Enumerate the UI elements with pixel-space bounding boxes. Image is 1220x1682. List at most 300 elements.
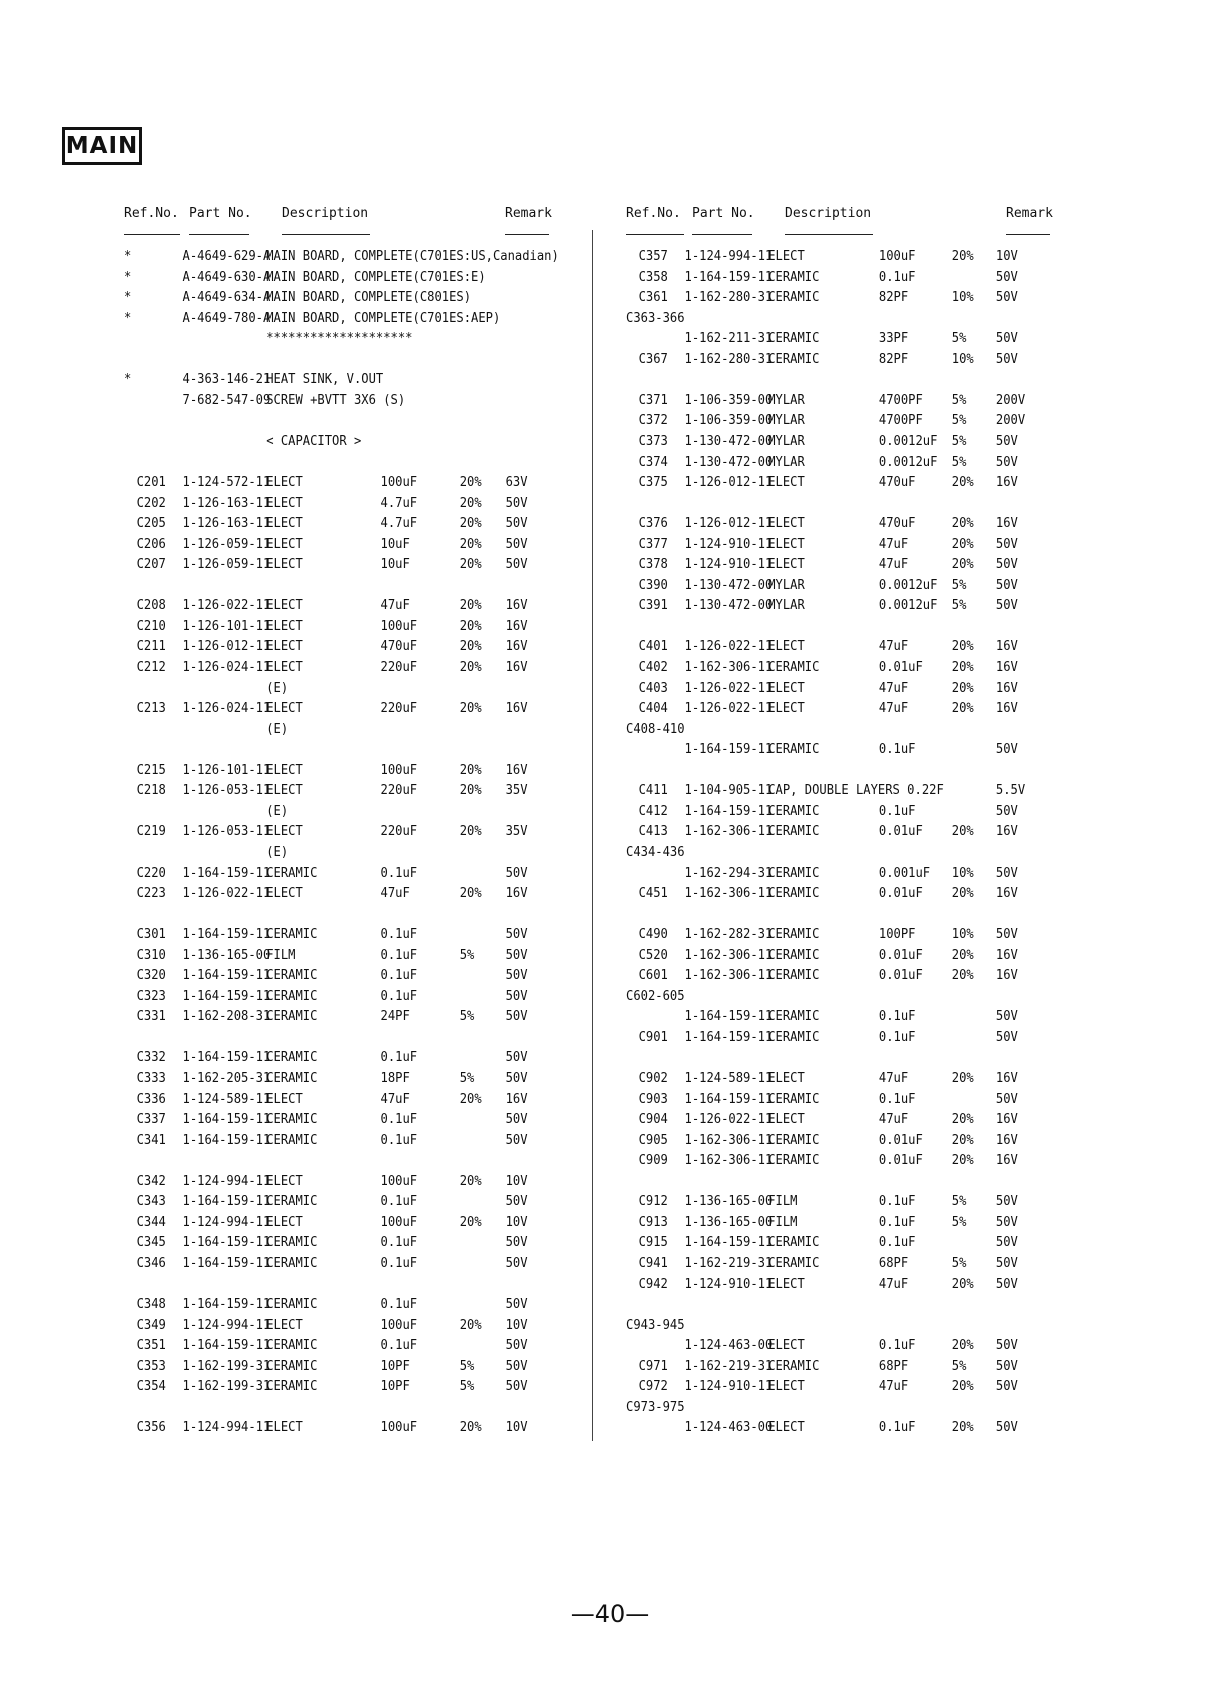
- part-val: 100uF: [380, 1172, 418, 1189]
- part-desc: CERAMIC: [266, 1378, 318, 1395]
- part-ref: C402: [638, 659, 668, 675]
- part-val: 0.1uF: [380, 1049, 418, 1066]
- part-ref: C310: [136, 946, 166, 963]
- part-part: 1-130-472-00: [684, 576, 773, 593]
- part-volt: 50V: [505, 535, 528, 552]
- part-desc: CERAMIC: [768, 741, 820, 758]
- part-val: 0.1uF: [878, 268, 916, 285]
- part-row: [124, 1091, 574, 1111]
- part-desc: CERAMIC: [768, 268, 820, 285]
- part-tol: 20%: [459, 474, 482, 491]
- part-row: [626, 926, 1076, 946]
- part-volt: 50V: [505, 1070, 528, 1086]
- part-ref: C451: [638, 885, 668, 902]
- part-volt: 50V: [995, 453, 1018, 470]
- part-tol: 20%: [951, 700, 974, 717]
- part-row: [124, 1419, 574, 1439]
- part-ref: C367: [638, 350, 668, 367]
- part-val: 47uF: [878, 638, 909, 655]
- part-part: 1-126-022-11: [684, 1111, 773, 1128]
- part-tol: 20%: [459, 638, 482, 655]
- part-volt: 16V: [505, 597, 528, 614]
- part-ref: C333: [136, 1070, 166, 1086]
- part-row: [626, 988, 1076, 1008]
- part-row: [626, 412, 1076, 432]
- part-tol: 5%: [951, 576, 967, 593]
- part-part: 1-124-910-11: [684, 1275, 773, 1292]
- section-badge: MAIN: [62, 127, 142, 165]
- part-desc: HEAT SINK, V.OUT: [266, 371, 384, 388]
- part-tol: 5%: [951, 597, 967, 614]
- part-ref: C390: [638, 576, 668, 593]
- part-ref: C212: [136, 659, 166, 675]
- part-tol: 5%: [951, 330, 967, 347]
- part-part: 1-126-059-11: [182, 535, 271, 552]
- part-volt: 50V: [505, 1234, 528, 1251]
- part-volt: 50V: [995, 1254, 1018, 1271]
- part-part: 1-126-163-11: [182, 494, 271, 511]
- part-val: 0.1uF: [878, 1028, 916, 1045]
- part-row: [626, 659, 1076, 679]
- part-tol: 20%: [459, 659, 482, 675]
- part-volt: 50V: [995, 535, 1018, 552]
- part-tol: 20%: [951, 474, 974, 491]
- part-volt: 50V: [995, 1357, 1018, 1374]
- part-ref: C434-436: [626, 843, 685, 860]
- part-volt: 50V: [505, 1049, 528, 1066]
- part-row: [626, 1234, 1076, 1254]
- part-row: [626, 1337, 1076, 1357]
- part-row: [626, 1070, 1076, 1090]
- part-desc: SCREW +BVTT 3X6 (S): [266, 391, 406, 408]
- part-part: 1-162-280-31: [684, 350, 773, 367]
- part-tol: 5%: [951, 412, 967, 429]
- part-volt: 50V: [505, 515, 528, 532]
- part-val: 33PF: [878, 330, 909, 347]
- part-row: [124, 947, 574, 967]
- part-ref: C336: [136, 1090, 166, 1107]
- part-val: 0.01uF: [878, 967, 923, 984]
- part-volt: 50V: [995, 1275, 1018, 1292]
- part-desc: MYLAR: [768, 412, 805, 429]
- part-desc: CERAMIC: [266, 1131, 318, 1148]
- left-header-underline: [505, 234, 549, 235]
- part-volt: 50V: [995, 1028, 1018, 1045]
- part-ref: C201: [136, 474, 166, 491]
- part-desc: CERAMIC: [266, 1357, 318, 1374]
- part-part: 1-162-208-31: [182, 1008, 271, 1025]
- part-row: [124, 885, 574, 905]
- part-row: [626, 454, 1076, 474]
- part-part: 1-104-905-11: [684, 782, 773, 799]
- part-desc: ELECT: [768, 700, 805, 717]
- right-header-remark: Remark: [1006, 206, 1053, 221]
- part-tol: 20%: [951, 885, 974, 902]
- part-tol: 20%: [459, 885, 482, 902]
- part-row: [124, 680, 574, 700]
- part-ref: C207: [136, 556, 166, 573]
- part-row: [626, 1152, 1076, 1172]
- part-ref: C206: [136, 535, 166, 552]
- part-val: 0.1uF: [878, 1193, 916, 1210]
- part-tol: 20%: [459, 535, 482, 552]
- part-tol: 5%: [951, 1254, 967, 1271]
- part-ref: C211: [136, 638, 166, 655]
- part-part: 1-162-199-31: [182, 1357, 271, 1374]
- part-val: 100uF: [380, 474, 418, 491]
- part-part: 1-164-159-11: [182, 1254, 271, 1271]
- part-row: [626, 638, 1076, 658]
- part-row: [124, 803, 574, 823]
- part-volt: 50V: [995, 289, 1018, 306]
- part-val: 47uF: [380, 885, 410, 902]
- part-desc: CAP, DOUBLE LAYERS 0.22F: [768, 782, 944, 799]
- part-val: 47uF: [380, 1090, 410, 1107]
- part-val: 0.01uF: [878, 885, 923, 902]
- part-ref: C354: [136, 1378, 166, 1395]
- part-tol: 20%: [951, 1070, 974, 1086]
- part-val: 220uF: [380, 823, 418, 840]
- part-row: [626, 721, 1076, 741]
- part-part: 1-164-159-11: [684, 1090, 773, 1107]
- part-desc: ELECT: [266, 556, 303, 573]
- part-row: [124, 844, 574, 864]
- part-volt: 50V: [505, 1193, 528, 1210]
- part-tol: 20%: [951, 515, 974, 532]
- part-part: 1-126-101-11: [182, 617, 271, 634]
- part-val: 47uF: [878, 535, 909, 552]
- part-part: 1-162-280-31: [684, 289, 773, 306]
- part-ref: C411: [638, 782, 668, 799]
- part-part: 1-126-012-11: [684, 515, 773, 532]
- part-ref: C345: [136, 1234, 166, 1251]
- part-row: [626, 577, 1076, 597]
- part-val: 47uF: [878, 679, 909, 696]
- part-desc: CERAMIC: [768, 1234, 820, 1251]
- part-part: 1-130-472-00: [684, 432, 773, 449]
- part-ref: C376: [638, 515, 668, 532]
- part-part: 1-164-159-11: [182, 864, 271, 881]
- part-ref: C223: [136, 885, 166, 902]
- part-row: [124, 1255, 574, 1275]
- part-val: 100uF: [380, 1213, 418, 1230]
- part-desc: ELECT: [266, 617, 303, 634]
- part-part: 1-162-199-31: [182, 1378, 271, 1395]
- part-row: [124, 618, 574, 638]
- right-header-underline: [1006, 234, 1050, 235]
- part-row: [626, 823, 1076, 843]
- part-val: 10PF: [380, 1357, 410, 1374]
- part-part: 1-126-022-11: [684, 638, 773, 655]
- part-desc: MAIN BOARD, COMPLETE(C701ES:E): [266, 268, 486, 285]
- part-volt: 50V: [995, 576, 1018, 593]
- part-desc: CERAMIC: [768, 1254, 820, 1271]
- part-row: [626, 1255, 1076, 1275]
- right-header-underline: [692, 234, 752, 235]
- part-val: 4.7uF: [380, 515, 418, 532]
- part-desc: CERAMIC: [768, 1357, 820, 1374]
- part-row: [626, 1276, 1076, 1296]
- part-row: [124, 865, 574, 885]
- part-val: 0.1uF: [878, 1090, 916, 1107]
- part-part: 1-126-022-11: [182, 885, 271, 902]
- part-row: [124, 1337, 574, 1357]
- part-volt: 16V: [505, 638, 528, 655]
- part-desc: ELECT: [266, 782, 303, 799]
- part-volt: 50V: [505, 967, 528, 984]
- part-row: [626, 1358, 1076, 1378]
- part-desc: CERAMIC: [768, 946, 820, 963]
- part-ref: C342: [136, 1172, 166, 1189]
- part-ref: C971: [638, 1357, 668, 1374]
- part-desc: CERAMIC: [768, 885, 820, 902]
- part-volt: 16V: [995, 1070, 1018, 1086]
- part-part: 1-162-219-31: [684, 1357, 773, 1374]
- part-row: [124, 248, 574, 268]
- part-val: 220uF: [380, 782, 418, 799]
- part-row: [124, 515, 574, 535]
- part-ref: C408-410: [626, 720, 685, 737]
- part-volt: 50V: [995, 1008, 1018, 1025]
- part-val: 82PF: [878, 350, 909, 367]
- part-ref: C972: [638, 1378, 668, 1395]
- part-val: 220uF: [380, 700, 418, 717]
- part-ref: C374: [638, 453, 668, 470]
- part-ref: C332: [136, 1049, 166, 1066]
- left-header-remark: Remark: [505, 206, 552, 221]
- part-row: [124, 474, 574, 494]
- part-tol: 20%: [951, 1378, 974, 1395]
- part-part: 1-124-994-11: [182, 1316, 271, 1333]
- part-ref: C348: [136, 1296, 166, 1313]
- part-ref: C912: [638, 1193, 668, 1210]
- right-header-underline: [785, 234, 873, 235]
- part-tol: 5%: [459, 946, 475, 963]
- part-part: A-4649-780-A: [182, 309, 271, 326]
- part-desc: CERAMIC: [266, 987, 318, 1004]
- part-val: 0.0012uF: [878, 597, 938, 614]
- part-volt: 50V: [995, 864, 1018, 881]
- part-part: 1-164-159-11: [684, 802, 773, 819]
- part-tol: 20%: [459, 494, 482, 511]
- part-val: 0.1uF: [878, 1008, 916, 1025]
- part-row: [626, 515, 1076, 535]
- part-ref: C219: [136, 823, 166, 840]
- part-part: 1-162-306-11: [684, 946, 773, 963]
- part-val: 4700PF: [878, 412, 923, 429]
- part-volt: 5.5V: [995, 782, 1026, 799]
- part-volt: 50V: [505, 864, 528, 881]
- part-row: [124, 269, 574, 289]
- part-part: 1-124-994-11: [684, 248, 773, 264]
- part-tol: 20%: [459, 700, 482, 717]
- part-volt: 50V: [505, 1296, 528, 1313]
- part-row: [124, 782, 574, 802]
- part-desc: CERAMIC: [768, 1152, 820, 1169]
- part-desc: CERAMIC: [266, 1111, 318, 1128]
- part-row: [124, 1008, 574, 1028]
- part-ref: C341: [136, 1131, 166, 1148]
- part-row: [124, 1358, 574, 1378]
- part-tol: 20%: [459, 1213, 482, 1230]
- part-row: [626, 248, 1076, 268]
- part-row: [626, 947, 1076, 967]
- part-row: [626, 1091, 1076, 1111]
- part-ref: C412: [638, 802, 668, 819]
- part-row: [124, 289, 574, 309]
- part-desc: MYLAR: [768, 597, 805, 614]
- part-row: [626, 269, 1076, 289]
- part-desc: MYLAR: [768, 453, 805, 470]
- part-val: 470uF: [878, 474, 916, 491]
- part-part: 1-126-053-11: [182, 782, 271, 799]
- part-desc: ELECT: [266, 700, 303, 717]
- part-row: [124, 330, 574, 350]
- part-part: 1-106-359-00: [684, 391, 773, 408]
- part-part: 1-124-994-11: [182, 1172, 271, 1189]
- part-volt: 50V: [995, 330, 1018, 347]
- part-ref: C391: [638, 597, 668, 614]
- part-tol: 20%: [459, 1090, 482, 1107]
- part-part: 1-136-165-00: [684, 1213, 773, 1230]
- part-row: [626, 433, 1076, 453]
- part-desc: ELECT: [266, 1213, 303, 1230]
- part-ref: C913: [638, 1213, 668, 1230]
- part-volt: 50V: [995, 350, 1018, 367]
- part-part: 1-126-012-11: [684, 474, 773, 491]
- part-row: [626, 1193, 1076, 1213]
- part-desc: CERAMIC: [768, 967, 820, 984]
- part-ref: C331: [136, 1008, 166, 1025]
- part-tol: 20%: [459, 782, 482, 799]
- part-row: [124, 1193, 574, 1213]
- part-val: 100uF: [380, 761, 418, 778]
- part-part: 1-164-159-11: [182, 1111, 271, 1128]
- part-tol: 20%: [951, 1111, 974, 1128]
- part-tol: 20%: [951, 248, 974, 264]
- part-part: 1-124-572-11: [182, 474, 271, 491]
- left-header-underline: [124, 234, 180, 235]
- part-part: 1-124-589-11: [684, 1070, 773, 1086]
- part-part: 1-162-211-31: [684, 330, 773, 347]
- part-ref: C337: [136, 1111, 166, 1128]
- part-row: [124, 392, 574, 412]
- part-row: [124, 371, 574, 391]
- left-header-desc: Description: [282, 206, 369, 221]
- part-tol: 5%: [459, 1008, 475, 1025]
- part-part: 1-126-022-11: [182, 597, 271, 614]
- part-part: A-4649-634-A: [182, 289, 271, 306]
- part-desc: ELECT: [266, 1172, 303, 1189]
- part-ref: *: [124, 309, 132, 326]
- part-row: [124, 721, 574, 741]
- part-desc: MYLAR: [768, 391, 805, 408]
- part-tol: 20%: [459, 1419, 482, 1436]
- part-ref: *: [124, 268, 132, 285]
- part-volt: 50V: [505, 1111, 528, 1128]
- part-row: [626, 844, 1076, 864]
- part-volt: 50V: [995, 1090, 1018, 1107]
- part-desc: (E): [266, 679, 289, 696]
- part-desc: CERAMIC: [768, 926, 820, 943]
- part-tol: 5%: [459, 1357, 475, 1374]
- part-row: [124, 433, 574, 453]
- part-volt: 16V: [995, 679, 1018, 696]
- part-ref: C205: [136, 515, 166, 532]
- part-val: 0.1uF: [380, 987, 418, 1004]
- part-desc: ********************: [266, 330, 413, 347]
- part-row: [626, 351, 1076, 371]
- part-volt: 16V: [505, 885, 528, 902]
- part-ref: C373: [638, 432, 668, 449]
- part-ref: C903: [638, 1090, 668, 1107]
- part-volt: 50V: [995, 268, 1018, 285]
- part-row: [626, 1378, 1076, 1398]
- part-volt: 50V: [995, 1337, 1018, 1354]
- part-part: 1-162-306-11: [684, 1131, 773, 1148]
- part-volt: 50V: [505, 556, 528, 573]
- part-desc: CERAMIC: [266, 864, 318, 881]
- part-tol: 5%: [951, 1357, 967, 1374]
- part-ref: C215: [136, 761, 166, 778]
- part-val: 0.1uF: [380, 1296, 418, 1313]
- part-val: 470uF: [878, 515, 916, 532]
- part-val: 0.1uF: [380, 1111, 418, 1128]
- part-row: [124, 1234, 574, 1254]
- part-desc: CERAMIC: [768, 659, 820, 675]
- part-row: [124, 926, 574, 946]
- part-val: 100uF: [878, 248, 916, 264]
- part-desc: CERAMIC: [266, 967, 318, 984]
- part-part: 1-124-463-00: [684, 1337, 773, 1354]
- part-tol: 10%: [951, 350, 974, 367]
- part-volt: 50V: [505, 1378, 528, 1395]
- part-ref: C973-975: [626, 1398, 685, 1415]
- part-ref: C490: [638, 926, 668, 943]
- part-val: 0.1uF: [878, 741, 916, 758]
- part-desc: ELECT: [266, 474, 303, 491]
- part-ref: C220: [136, 864, 166, 881]
- part-part: 1-124-910-11: [684, 1378, 773, 1395]
- part-val: 0.01uF: [878, 1131, 923, 1148]
- part-row: [124, 1111, 574, 1131]
- part-tol: 20%: [951, 638, 974, 655]
- part-row: [124, 1070, 574, 1090]
- part-desc: ELECT: [266, 823, 303, 840]
- part-desc: ELECT: [768, 679, 805, 696]
- part-volt: 16V: [995, 946, 1018, 963]
- part-volt: 16V: [505, 700, 528, 717]
- part-row: [626, 392, 1076, 412]
- part-val: 100uF: [380, 1419, 418, 1436]
- part-volt: 16V: [995, 967, 1018, 984]
- part-ref: C351: [136, 1337, 166, 1354]
- part-val: 100uF: [380, 1316, 418, 1333]
- part-val: 10uF: [380, 556, 410, 573]
- part-desc: CERAMIC: [266, 926, 318, 943]
- part-ref: C941: [638, 1254, 668, 1271]
- part-ref: C202: [136, 494, 166, 511]
- part-row: [626, 1214, 1076, 1234]
- part-desc: CERAMIC: [768, 1008, 820, 1025]
- part-ref: C210: [136, 617, 166, 634]
- part-volt: 63V: [505, 474, 528, 491]
- part-row: [124, 597, 574, 617]
- part-tol: 20%: [951, 1275, 974, 1292]
- part-val: 0.1uF: [878, 802, 916, 819]
- part-part: 1-164-159-11: [684, 1008, 773, 1025]
- part-tol: 20%: [459, 1172, 482, 1189]
